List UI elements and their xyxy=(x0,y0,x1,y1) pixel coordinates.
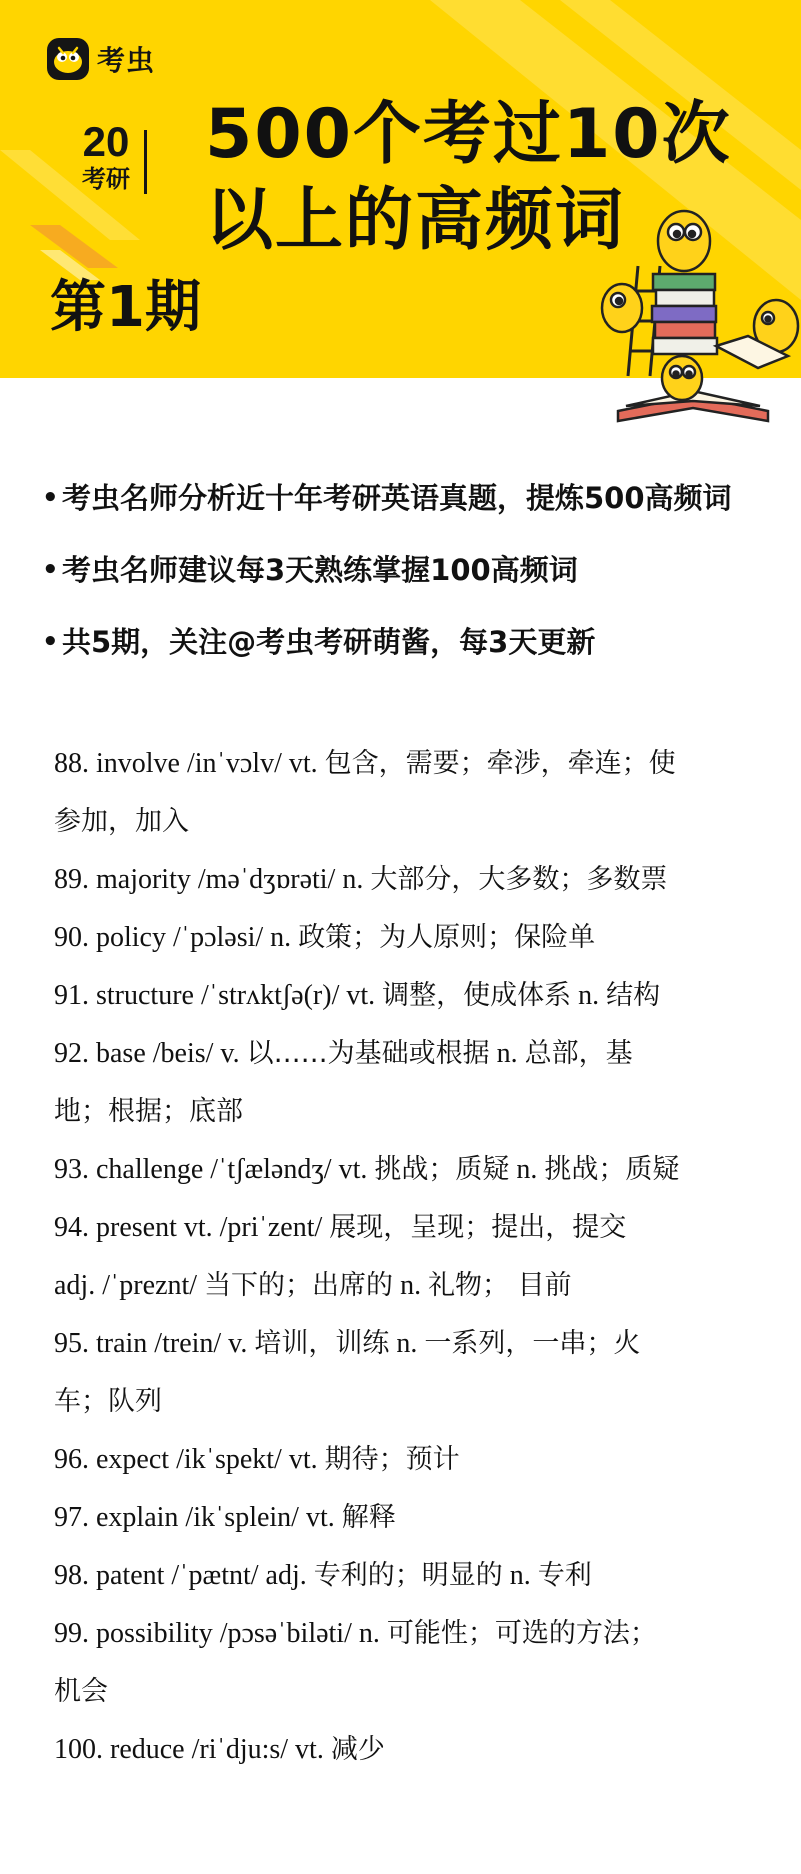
title-line-1: 500个考过10次 xyxy=(205,95,732,174)
entry-meaning-2: 礼物； 目前 xyxy=(428,1270,572,1301)
vocab-entry xyxy=(54,1141,754,1199)
entry-meaning-continued: 参加，加入 xyxy=(54,806,189,837)
bullet-text: 考虫名师建议每3天熟练掌握100高频词 xyxy=(62,553,578,587)
intro-bullet-list xyxy=(42,478,782,694)
entry-meaning: 以……为基础或根据 xyxy=(246,1038,490,1069)
edition-year: 20 xyxy=(82,118,130,165)
entry-word: 90. policy /ˈpɔləsi/ n. xyxy=(54,922,299,953)
entry-meaning-2: 结构 xyxy=(606,980,661,1011)
entry-word: 92. base /beis/ v. xyxy=(54,1038,247,1069)
vocab-entry xyxy=(54,967,754,1025)
bullet-dot-icon: • xyxy=(42,483,59,513)
edition-divider xyxy=(144,130,147,194)
entry-meaning-2: 一系列，一串；火 xyxy=(424,1328,641,1359)
entry-word: 98. patent /ˈpætnt/ adj. xyxy=(54,1560,314,1591)
entry-meaning: 减少 xyxy=(330,1734,385,1765)
entry-meaning: 调整，使成体系 xyxy=(382,980,572,1011)
vocab-entry xyxy=(54,735,754,851)
mascot-top-icon xyxy=(658,211,710,271)
entry-meaning-continued: 车；队列 xyxy=(54,1386,162,1417)
bullet-item xyxy=(42,622,782,694)
entry-meaning-continued: 机会 xyxy=(54,1676,108,1707)
vocab-entry xyxy=(54,1489,754,1547)
entry-pos: n. xyxy=(502,1560,538,1591)
vocabulary-list xyxy=(54,735,754,1779)
entry-meaning-alt: 当下的；出席的 xyxy=(204,1270,394,1301)
vocab-entry xyxy=(54,1547,754,1605)
bullet-item xyxy=(42,550,782,622)
entry-meaning-2: 总部，基 xyxy=(524,1038,633,1069)
entry-pos: n. xyxy=(489,1038,525,1069)
entry-word: 100. reduce /riˈdju:s/ vt. xyxy=(54,1734,331,1765)
issue-number: 第1期 xyxy=(50,275,201,340)
entry-word-alt: adj. /ˈpreznt/ xyxy=(54,1270,205,1301)
vocab-entry xyxy=(54,1721,754,1779)
book-stack-icon xyxy=(652,274,717,354)
vocab-entry xyxy=(54,1431,754,1489)
entry-word: 96. expect /ikˈspekt/ vt. xyxy=(54,1444,325,1475)
entry-meaning: 挑战；质疑 xyxy=(374,1154,510,1185)
entry-pos: n. xyxy=(393,1270,429,1301)
entry-word: 95. train /trein/ v. xyxy=(54,1328,255,1359)
mascot-left-icon xyxy=(602,284,642,332)
entry-pos: n. xyxy=(389,1328,425,1359)
bullet-item xyxy=(42,478,782,550)
edition-label xyxy=(62,120,150,194)
entry-meaning: 包含，需要；牵涉，牵连；使 xyxy=(324,748,676,779)
edition-exam: 考研 xyxy=(82,165,130,193)
vocab-entry xyxy=(54,909,754,967)
entry-meaning: 大部分，大多数；多数票 xyxy=(370,864,668,895)
entry-word: 88. involve /inˈvɔlv/ vt. xyxy=(54,748,325,779)
entry-pos: n. xyxy=(571,980,607,1011)
entry-word: 91. structure /ˈstrʌktʃə(r)/ vt. xyxy=(54,980,383,1011)
entry-meaning: 专利的；明显的 xyxy=(313,1560,503,1591)
entry-pos: n. xyxy=(509,1154,545,1185)
entry-meaning-continued: 地；根据；底部 xyxy=(54,1096,243,1127)
vocab-entry xyxy=(54,1315,754,1431)
entry-word: 93. challenge /ˈtʃæləndʒ/ vt. xyxy=(54,1154,375,1185)
bullet-text: 考虫名师分析近十年考研英语真题，提炼500高频词 xyxy=(62,481,732,515)
entry-meaning-2: 专利 xyxy=(537,1560,592,1591)
entry-word: 99. possibility /pɔsəˈbiləti/ n. xyxy=(54,1618,387,1649)
entry-word: 97. explain /ikˈsplein/ vt. xyxy=(54,1502,342,1533)
mascot-reading-icon xyxy=(662,356,702,400)
vocab-entry xyxy=(54,1605,754,1721)
entry-meaning: 培训，训练 xyxy=(254,1328,390,1359)
entry-word: 94. present vt. /priˈzent/ xyxy=(54,1212,330,1243)
vocab-entry xyxy=(54,851,754,909)
bug-logo-icon xyxy=(47,38,89,80)
entry-meaning: 解释 xyxy=(341,1502,396,1533)
logo-text: 考虫 xyxy=(97,44,156,77)
mascot-reading-books-illustration xyxy=(598,196,801,432)
bullet-dot-icon: • xyxy=(42,555,59,585)
entry-meaning: 展现，呈现；提出，提交 xyxy=(329,1212,627,1243)
entry-word: 89. majority /məˈdʒɒrəti/ n. xyxy=(54,864,371,895)
entry-meaning: 政策；为人原则；保险单 xyxy=(298,922,596,953)
bullet-dot-icon: • xyxy=(42,627,59,657)
brand-logo[interactable] xyxy=(47,38,155,80)
entry-meaning: 期待；预计 xyxy=(324,1444,460,1475)
vocab-entry xyxy=(54,1025,754,1141)
entry-meaning: 可能性；可选的方法； xyxy=(386,1618,657,1649)
entry-meaning-2: 挑战；质疑 xyxy=(544,1154,680,1185)
vocab-entry xyxy=(54,1199,754,1315)
bullet-text: 共5期，关注@考虫考研萌酱，每3天更新 xyxy=(62,625,596,659)
title-line-2: 以上的高频词 xyxy=(205,181,626,260)
